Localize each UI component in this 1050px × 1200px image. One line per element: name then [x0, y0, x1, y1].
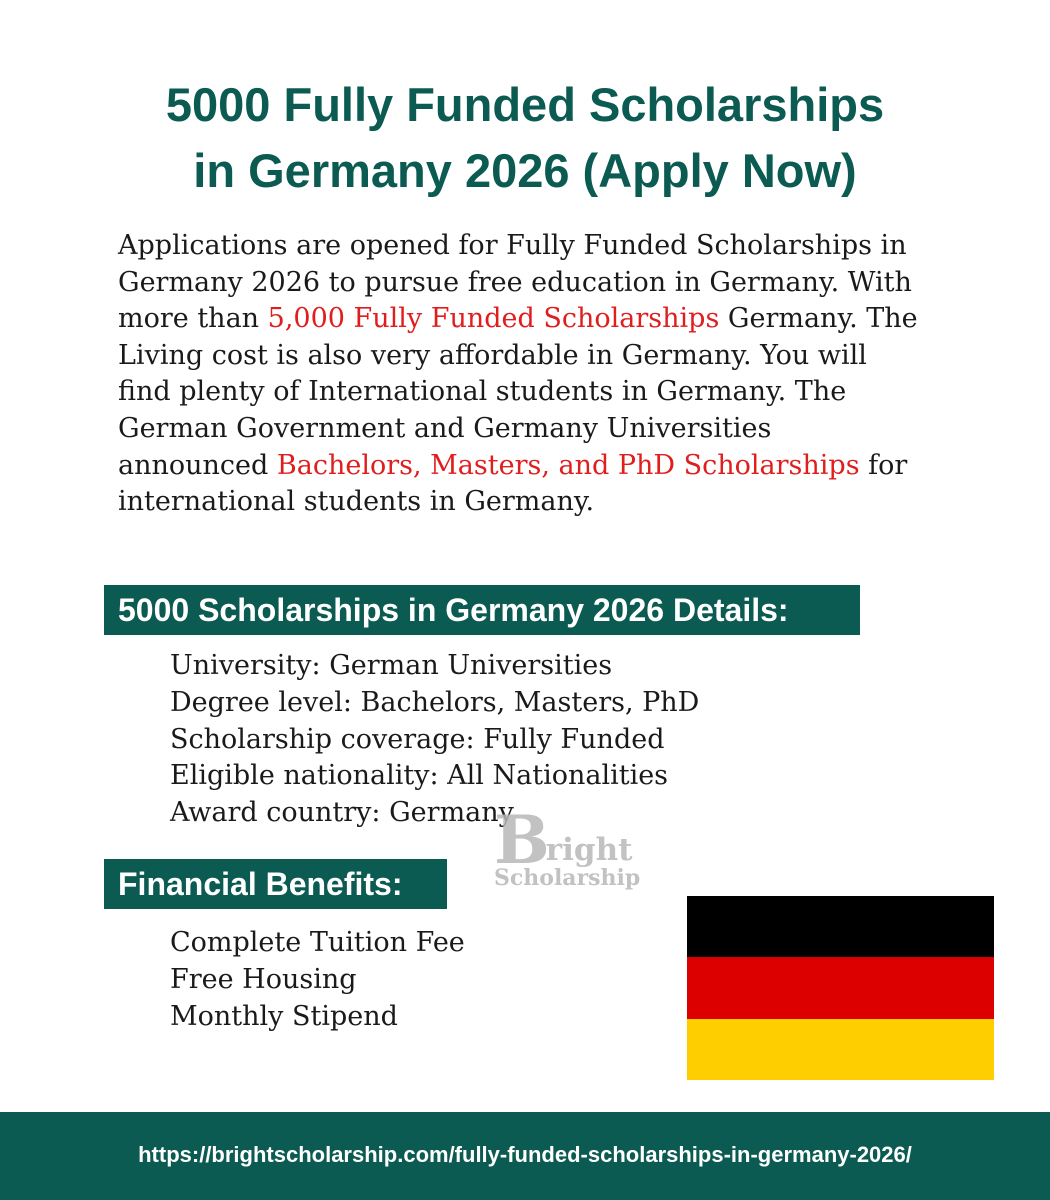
- details-list: [170, 648, 699, 832]
- benefit-stipend: Monthly Stipend: [170, 1000, 398, 1032]
- bright-scholarship-watermark: [494, 801, 674, 891]
- flag-stripe-black: [687, 896, 994, 957]
- footer-bar: [0, 1112, 1050, 1200]
- intro-text-2: Germany. The Living cost is also very affordable in Germany. You will find plenty of International students in Germany. The German Government and Germany Universities announced: [118, 303, 918, 481]
- intro-text-3: for international students in Germany.: [118, 449, 908, 518]
- benefits-heading: Financial Benefits:: [104, 859, 447, 909]
- intro-highlight-scholarships: 5,000 Fully Funded Scholarships: [267, 303, 720, 335]
- watermark-big-letter: B: [494, 801, 550, 879]
- benefit-housing: Free Housing: [170, 963, 357, 995]
- flag-stripe-gold: [687, 1019, 994, 1080]
- detail-nationality: Eligible nationality: All Nationalities: [170, 760, 669, 792]
- intro-highlight-degrees: Bachelors, Masters, and PhD Scholarships: [276, 449, 860, 481]
- details-heading: 5000 Scholarships in Germany 2026 Details:: [104, 585, 860, 635]
- page-title: [0, 72, 1050, 204]
- watermark-rest: right: [545, 832, 633, 868]
- watermark-sub: Scholarship: [494, 865, 641, 891]
- intro-text-1: Applications are opened for Fully Funded Scholarships in Germany 2026 to pursue free education in Germany. With more than: [118, 230, 912, 335]
- flag-stripe-red: [687, 957, 994, 1019]
- detail-award-country: Award country: Germany: [170, 797, 514, 829]
- benefits-list: [170, 925, 465, 1035]
- footer-url-link[interactable]: https://brightscholarship.com/fully-funded-scholarships-in-germany-2026/: [138, 1142, 912, 1167]
- detail-university: University: German Universities: [170, 650, 613, 681]
- title-line-2: in Germany 2026 (Apply Now): [193, 144, 857, 197]
- germany-flag: [687, 896, 994, 1080]
- title-line-1: 5000 Fully Funded Scholarships: [165, 78, 885, 131]
- benefit-tuition: Complete Tuition Fee: [170, 927, 465, 958]
- detail-degree-level: Degree level: Bachelors, Masters, PhD: [170, 686, 700, 718]
- intro-paragraph: [118, 228, 918, 521]
- detail-coverage: Scholarship coverage: Fully Funded: [170, 723, 665, 755]
